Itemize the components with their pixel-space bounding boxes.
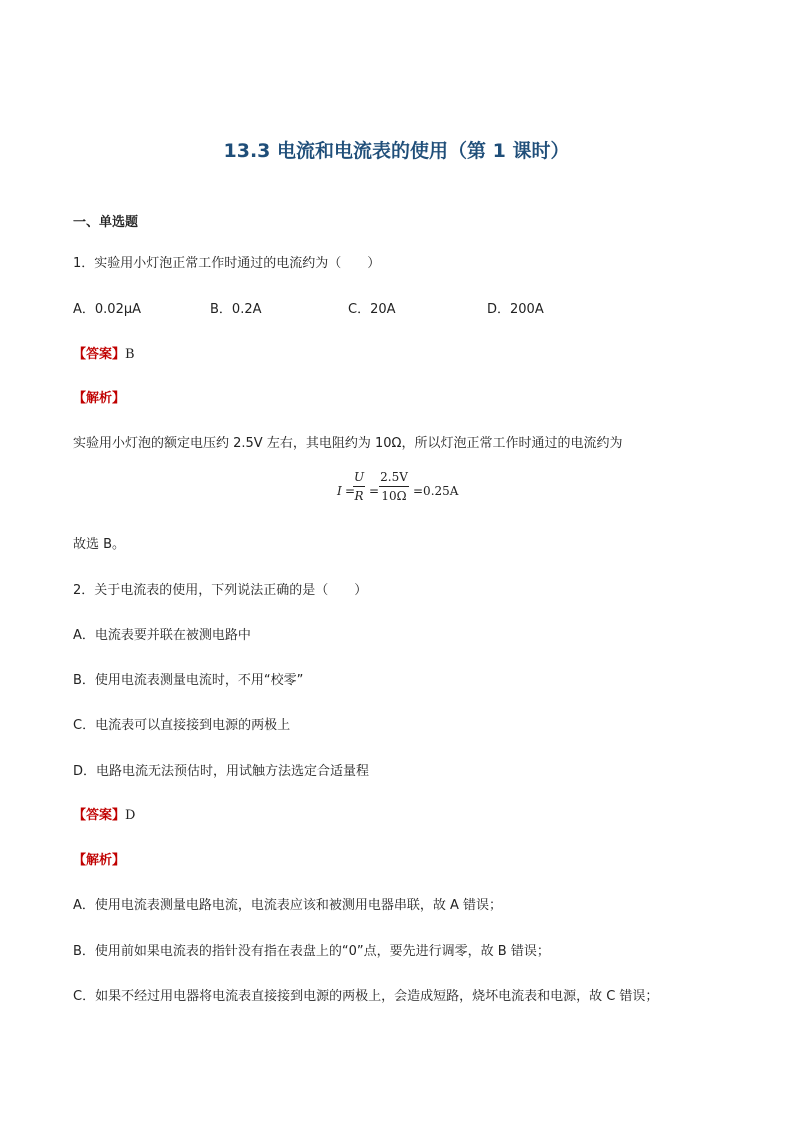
answer-tag: 【答案】 xyxy=(73,808,126,823)
question-1-option-d: D．200A xyxy=(487,302,544,317)
question-2-option-b: B．使用电流表测量电流时，不用“校零” xyxy=(73,673,304,688)
question-2-analysis-line-c: C．如果不经过用电器将电流表直接接到电源的两极上，会造成短路，烧坏电流表和电源，故 C 错误； xyxy=(73,989,659,1004)
page-title: 13.3 电流和电流表的使用（第 1 课时） xyxy=(223,140,570,162)
question-1-option-b: B．0.2A xyxy=(210,302,262,317)
question-1-answer xyxy=(73,343,135,362)
answer-value: B xyxy=(125,347,135,362)
question-2-analysis-line-a: A．使用电流表测量电路电流，电流表应该和被测用电器串联，故 A 错误； xyxy=(73,898,503,913)
question-1-option-c: C．20A xyxy=(348,302,396,317)
formula-denominator-r: R xyxy=(354,489,364,503)
formula-result: =0.25A xyxy=(413,484,459,498)
question-2-analysis-line-b: B．使用前如果电流表的指针没有指在表盘上的“0”点，要先进行调零，故 B 错误； xyxy=(73,944,550,959)
fraction-bar xyxy=(353,486,365,487)
question-2-option-a: A．电流表要并联在被测电路中 xyxy=(73,628,251,643)
question-1-stem: 1．实验用小灯泡正常工作时通过的电流约为（ ） xyxy=(73,256,381,271)
current-formula xyxy=(335,470,465,516)
formula-lhs: I xyxy=(337,484,342,498)
formula-equals: = xyxy=(369,484,380,498)
formula-denominator-resistance: 10Ω xyxy=(381,489,407,503)
formula-numerator-u: U xyxy=(353,470,365,484)
question-2-option-c: C．电流表可以直接接到电源的两极上 xyxy=(73,718,291,733)
question-1-conclusion: 故选 B。 xyxy=(73,537,126,552)
formula-equals: = xyxy=(345,484,356,498)
analysis-tag: 【解析】 xyxy=(73,853,126,868)
formula-fraction-ohm xyxy=(353,470,365,503)
question-1-analysis-text: 实验用小灯泡的额定电压约 2.5V 左右，其电阻约为 10Ω，所以灯泡正常工作时通过的电流约为 xyxy=(73,436,623,451)
question-2-option-d: D．电路电流无法预估时，用试触方法选定合适量程 xyxy=(73,764,370,779)
question-1-option-a: A．0.02μA xyxy=(73,302,142,317)
answer-tag: 【答案】 xyxy=(73,347,126,362)
question-2-answer xyxy=(73,804,135,823)
formula-numerator-voltage: 2.5V xyxy=(380,470,408,484)
answer-value: D xyxy=(125,808,136,823)
section-heading: 一、单选题 xyxy=(73,215,139,230)
question-1-analysis-heading xyxy=(73,387,125,406)
analysis-tag: 【解析】 xyxy=(73,391,126,406)
question-2-analysis-heading xyxy=(73,849,125,868)
question-2-stem: 2．关于电流表的使用，下列说法正确的是（ ） xyxy=(73,583,368,598)
formula-fraction-values xyxy=(379,470,409,503)
fraction-bar xyxy=(379,486,409,487)
